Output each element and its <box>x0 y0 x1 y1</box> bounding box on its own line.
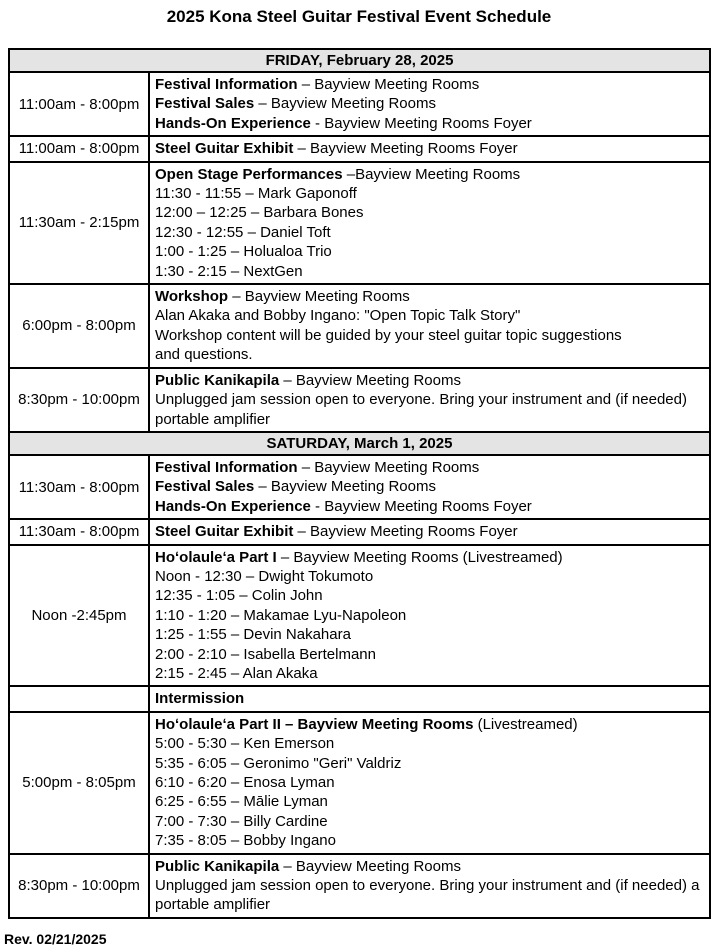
time-cell: 11:30am - 8:00pm <box>9 519 149 544</box>
section-header-row <box>9 49 710 72</box>
event-text: 7:35 - 8:05 – Bobby Ingano <box>155 832 336 850</box>
event-line <box>155 165 704 184</box>
event-line <box>155 326 704 345</box>
event-line <box>155 567 704 586</box>
event-line <box>155 734 704 753</box>
event-line <box>155 586 704 605</box>
time-cell <box>9 686 149 711</box>
event-line <box>155 497 704 516</box>
event-line <box>155 262 704 281</box>
event-title: Steel Guitar Exhibit <box>155 140 294 158</box>
event-text: Noon - 12:30 – Dwight Tokumoto <box>155 567 374 585</box>
event-title: Festival Sales <box>155 95 255 113</box>
event-text: Unplugged jam session open to everyone. Bring your instrument and (if needed) a <box>155 877 700 895</box>
event-cell <box>149 284 710 368</box>
event-text: - Bayview Meeting Rooms Foyer <box>310 497 532 515</box>
schedule-table <box>8 48 711 919</box>
event-text: 5:00 - 5:30 – Ken Emerson <box>155 735 335 753</box>
event-text: – Bayview Meeting Rooms Foyer <box>293 523 518 541</box>
event-text: 12:35 - 1:05 – Colin John <box>155 587 323 605</box>
section-header: FRIDAY, February 28, 2025 <box>9 49 710 72</box>
table-row <box>9 686 710 711</box>
event-cell <box>149 136 710 161</box>
event-line <box>155 390 704 409</box>
event-line <box>155 94 704 113</box>
page-title: 2025 Kona Steel Guitar Festival Event Schedule <box>166 7 552 26</box>
event-line <box>155 689 704 708</box>
event-line <box>155 548 704 567</box>
event-line <box>155 606 704 625</box>
table-row <box>9 455 710 519</box>
event-text: 1:00 - 1:25 – Holualoa Trio <box>155 243 332 261</box>
event-text: – Bayview Meeting Rooms <box>254 95 436 113</box>
event-text: 1:10 - 1:20 – Makamae Lyu-Napoleon <box>155 606 407 624</box>
event-line <box>155 203 704 222</box>
time-cell: 11:30am - 8:00pm <box>9 455 149 519</box>
event-text: – Bayview Meeting Rooms <box>254 478 436 496</box>
schedule-table-body <box>9 49 710 918</box>
table-row <box>9 519 710 544</box>
event-text: - Bayview Meeting Rooms Foyer <box>310 114 532 132</box>
event-text: Alan Akaka and Bobby Ingano: "Open Topic Talk Story" <box>155 307 521 325</box>
event-text: –Bayview Meeting Rooms <box>342 165 521 183</box>
event-text: 1:25 - 1:55 – Devin Nakahara <box>155 626 351 644</box>
event-text: 6:25 - 6:55 – Mālie Lyman <box>155 793 328 811</box>
event-title: Steel Guitar Exhibit <box>155 523 294 541</box>
event-line <box>155 287 704 306</box>
event-text: portable amplifier <box>155 410 271 428</box>
event-text: 2:00 - 2:10 – Isabella Bertelmann <box>155 645 376 663</box>
table-row <box>9 136 710 161</box>
event-line <box>155 812 704 831</box>
event-cell <box>149 455 710 519</box>
event-cell <box>149 519 710 544</box>
table-row <box>9 284 710 368</box>
event-text: – Bayview Meeting Rooms <box>297 458 480 476</box>
time-cell: 6:00pm - 8:00pm <box>9 284 149 368</box>
event-line <box>155 139 704 158</box>
event-line <box>155 625 704 644</box>
time-cell: 11:00am - 8:00pm <box>9 72 149 136</box>
event-line <box>155 114 704 133</box>
time-cell: 11:00am - 8:00pm <box>9 136 149 161</box>
event-line <box>155 522 704 541</box>
event-line <box>155 242 704 261</box>
event-text: – Bayview Meeting Rooms <box>279 371 461 389</box>
event-cell <box>149 162 710 284</box>
event-line <box>155 345 704 364</box>
section-header-row <box>9 432 710 455</box>
table-row <box>9 72 710 136</box>
event-text: – Bayview Meeting Rooms (Livestreamed) <box>276 548 563 566</box>
event-title: Open Stage Performances <box>155 165 343 183</box>
table-row <box>9 854 710 918</box>
event-text: – Bayview Meeting Rooms <box>228 288 410 306</box>
event-cell <box>149 72 710 136</box>
event-line <box>155 645 704 664</box>
event-line <box>155 895 704 914</box>
section-header: SATURDAY, March 1, 2025 <box>9 432 710 455</box>
event-line <box>155 857 704 876</box>
event-line <box>155 306 704 325</box>
event-line <box>155 754 704 773</box>
event-title: Festival Information <box>155 458 298 476</box>
event-title: Hands-On Experience <box>155 114 311 132</box>
event-text: – Bayview Meeting Rooms <box>279 857 461 875</box>
table-row <box>9 368 710 432</box>
event-title: Public Kanikapila <box>155 857 280 875</box>
time-cell: Noon -2:45pm <box>9 545 149 687</box>
event-line <box>155 184 704 203</box>
event-text: Workshop content will be guided by your steel guitar topic suggestions <box>155 326 622 344</box>
event-text: – Bayview Meeting Rooms Foyer <box>293 140 518 158</box>
table-row <box>9 162 710 284</box>
table-row <box>9 712 710 854</box>
event-title: Public Kanikapila <box>155 371 280 389</box>
event-line <box>155 664 704 683</box>
event-text: (Livestreamed) <box>473 715 578 733</box>
event-line <box>155 773 704 792</box>
event-text: 5:35 - 6:05 – Geronimo "Geri" Valdriz <box>155 754 402 772</box>
event-title: Workshop <box>155 288 229 306</box>
event-text: 12:30 - 12:55 – Daniel Toft <box>155 223 331 241</box>
event-line <box>155 715 704 734</box>
event-cell <box>149 368 710 432</box>
event-line <box>155 223 704 242</box>
event-text: portable amplifier <box>155 896 271 914</box>
event-title: Hoʻolauleʻa Part II – Bayview Meeting Rooms <box>155 715 474 733</box>
time-cell: 11:30am - 2:15pm <box>9 162 149 284</box>
event-line <box>155 876 704 895</box>
event-line <box>155 410 704 429</box>
time-cell: 8:30pm - 10:00pm <box>9 368 149 432</box>
revision-note: Rev. 02/21/2025 <box>4 930 107 947</box>
event-line <box>155 477 704 496</box>
event-title: Hands-On Experience <box>155 497 311 515</box>
table-row <box>9 545 710 687</box>
event-cell <box>149 545 710 687</box>
event-text: 11:30 - 11:55 – Mark Gaponoff <box>155 185 357 203</box>
event-text: Unplugged jam session open to everyone. Bring your instrument and (if needed) <box>155 391 687 409</box>
time-cell: 5:00pm - 8:05pm <box>9 712 149 854</box>
event-text: 7:00 - 7:30 – Billy Cardine <box>155 812 328 830</box>
event-title: Intermission <box>155 690 245 708</box>
event-line <box>155 371 704 390</box>
event-text: and questions. <box>155 346 253 364</box>
event-line <box>155 831 704 850</box>
event-title: Festival Sales <box>155 478 255 496</box>
event-line <box>155 458 704 477</box>
event-cell <box>149 854 710 918</box>
event-title: Hoʻolauleʻa Part I <box>155 548 277 566</box>
event-text: 1:30 - 2:15 – NextGen <box>155 262 303 280</box>
event-cell <box>149 686 710 711</box>
event-text: – Bayview Meeting Rooms <box>297 76 480 93</box>
event-text: 2:15 - 2:45 – Alan Akaka <box>155 664 318 682</box>
event-title: Festival Information <box>155 76 298 93</box>
event-line <box>155 75 704 94</box>
event-text: 12:00 – 12:25 – Barbara Bones <box>155 204 364 222</box>
event-cell <box>149 712 710 854</box>
time-cell: 8:30pm - 10:00pm <box>9 854 149 918</box>
event-text: 6:10 - 6:20 – Enosa Lyman <box>155 774 335 791</box>
event-line <box>155 792 704 811</box>
